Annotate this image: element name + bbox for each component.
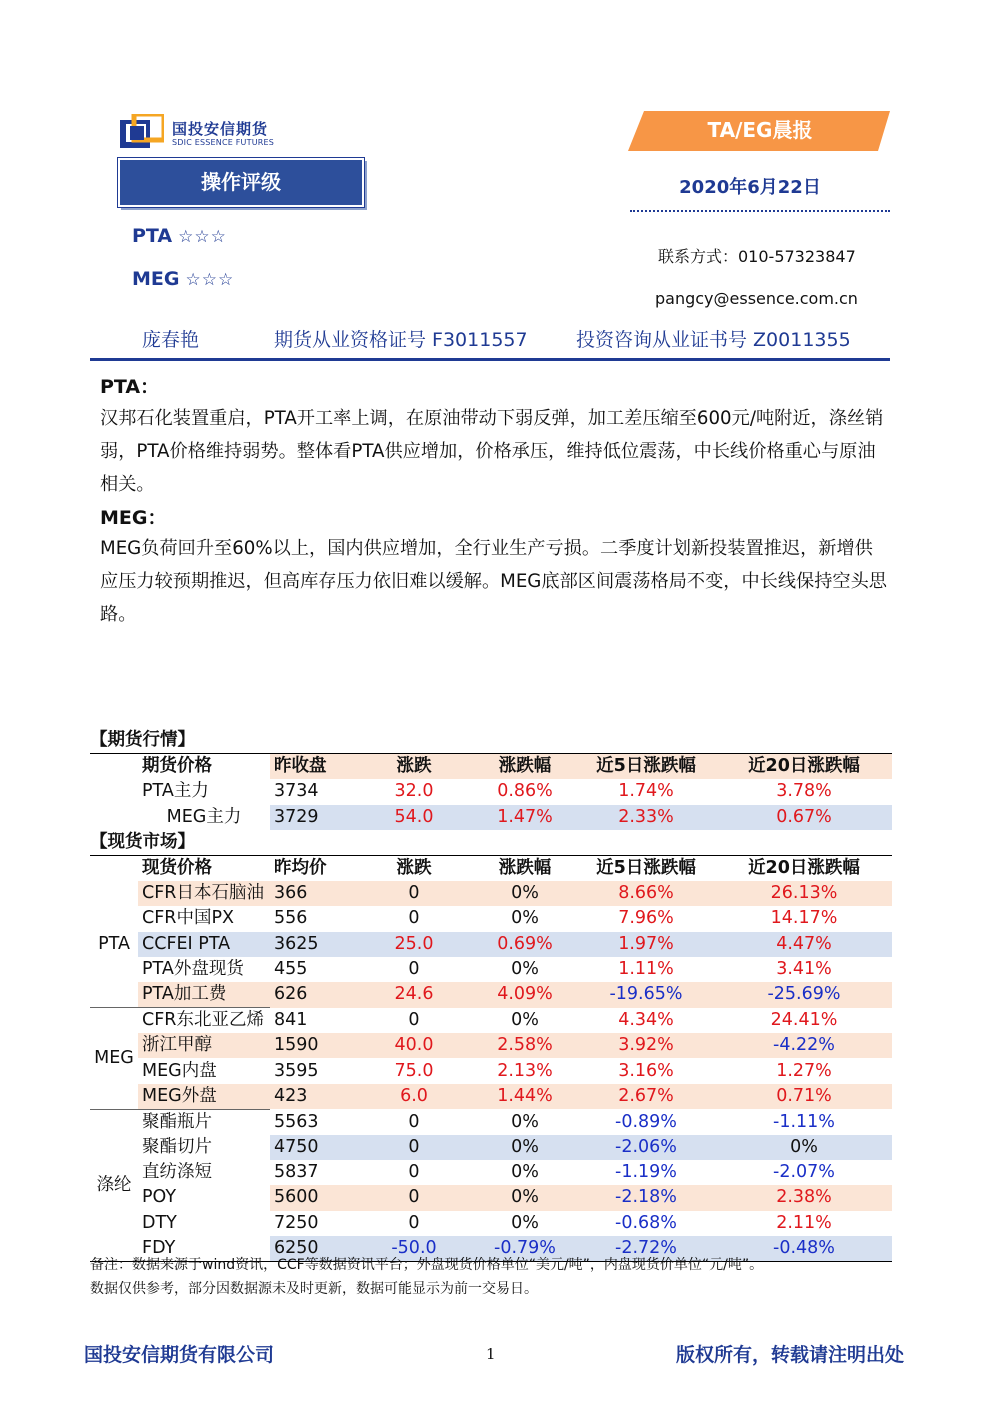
rating-product: PTA: [132, 225, 173, 247]
rating-product: MEG: [132, 268, 180, 290]
group-label-pta: PTA: [98, 933, 130, 954]
table-row: 浙江甲醇 1590 40.0 2.58% 3.92% -4.22%: [90, 1033, 892, 1058]
column-header: 近20日涨跌幅: [716, 754, 892, 780]
table-row: PTA加工费 626 24.6 4.09% -19.65% -25.69%: [90, 982, 892, 1008]
table-row: PTA CFR日本石脑油 366 0 0% 8.66% 26.13%: [90, 881, 892, 906]
spot-section-title: 【现货市场】: [90, 831, 195, 852]
column-header: 近5日涨跌幅: [576, 855, 716, 881]
table-row: 聚酯切片 4750 0 0% -2.06% 0%: [90, 1135, 892, 1160]
market-data-table: [90, 728, 892, 1262]
table-row: MEG内盘 3595 75.0 2.13% 3.16% 1.27%: [142, 1060, 832, 1081]
column-header: 昨均价: [270, 855, 354, 881]
futures-section-title: 【期货行情】: [90, 730, 195, 751]
meg-commentary: MEG负荷回升至60%以上，国内供应增加，全行业生产亏损。二季度计划新投装置推迟，新增供应压力较预期推迟，但高库存压力依旧难以缓解。MEG底部区间震荡格局不变，中长线保持空头思路。: [100, 538, 887, 625]
footer-company: 国投安信期货有限公司: [84, 1344, 275, 1366]
group-label-polyester: 涤纶: [90, 1109, 138, 1261]
contact-email: pangcy@essence.com.cn: [655, 289, 858, 308]
rating-title: 操作评级: [118, 158, 364, 207]
company-logo-icon: [120, 114, 164, 148]
column-header: 期货价格: [138, 754, 270, 780]
group-label-meg: MEG: [90, 1008, 138, 1110]
meg-heading: MEG：: [100, 507, 167, 529]
author-name: 庞春艳: [142, 329, 200, 351]
column-header: 涨跌: [354, 754, 474, 780]
footer-copyright: 版权所有，转载请注明出处: [676, 1344, 905, 1366]
contact-phone: 联系方式：010-57323847: [658, 247, 856, 266]
consulting-certificate: 投资咨询从业证书号 Z0011355: [576, 329, 851, 351]
rating-pta: [132, 225, 227, 247]
table-row: CCFEI PTA 3625 25.0 0.69% 1.97% 4.47%: [90, 932, 892, 957]
table-row: FDY 6250 -50.0 -0.79% -2.72% -0.48%: [90, 1236, 892, 1262]
star-rating-icon: ☆☆☆: [185, 270, 235, 290]
pta-commentary: 汉邦石化装置重启，PTA开工率上调，在原油带动下弱反弹，加工差压缩至600元/吨附近，涤丝销弱，PTA价格维持弱势。整体看PTA供应增加，价格承压，维持低位震荡，中长线价格重心与原油相关。: [100, 408, 884, 495]
column-header: 涨跌幅: [474, 855, 576, 881]
futures-header-row: [90, 754, 892, 780]
pta-heading: PTA：: [100, 376, 160, 398]
table-row: MEG外盘 423 6.0 1.44% 2.67% 0.71%: [90, 1084, 892, 1110]
table-note: 数据仅供参考，部分因数据源未及时更新，数据可能显示为前一交易日。: [90, 1281, 538, 1297]
page-number: 1: [486, 1345, 496, 1363]
column-header: 昨收盘: [270, 754, 354, 780]
table-row: MEG主力 3729 54.0 1.47% 2.33% 0.67%: [90, 805, 892, 830]
column-header: 现货价格: [138, 855, 270, 881]
table-row: PTA主力 3734 32.0 0.86% 1.74% 3.78%: [142, 781, 832, 802]
futures-certificate: 期货从业资格证号 F3011557: [274, 329, 528, 351]
header-divider: [90, 358, 890, 361]
table-row: DTY 7250 0 0% -0.68% 2.11%: [142, 1212, 832, 1233]
star-rating-icon: ☆☆☆: [178, 227, 227, 247]
table-row: CFR中国PX 556 0 0% 7.96% 14.17%: [142, 908, 838, 929]
rating-meg: [132, 268, 234, 290]
dotted-divider: [630, 210, 890, 212]
column-header: 涨跌幅: [474, 754, 576, 780]
logo-chinese-name: 国投安信期货: [172, 120, 269, 138]
report-date: 2020年6月22日: [679, 177, 821, 198]
report-title: TA/EG晨报: [707, 118, 813, 142]
spot-header-row: [90, 855, 892, 881]
column-header: 近20日涨跌幅: [716, 855, 892, 881]
table-note: 备注：数据来源于wind资讯，CCF等数据资讯平台；外盘现货价格单位“美元/吨”，内盘现货价单位“元/吨”。: [90, 1257, 764, 1273]
table-row: MEG CFR东北亚乙烯 841 0 0% 4.34% 24.41%: [90, 1008, 892, 1034]
table-row: 涤纶 聚酯瓶片 5563 0 0% -0.89% -1.11%: [90, 1109, 892, 1135]
table-row: PTA外盘现货 455 0 0% 1.11% 3.41%: [142, 958, 832, 979]
column-header: 涨跌: [354, 855, 474, 881]
logo-english-name: SDIC ESSENCE FUTURES: [172, 138, 275, 147]
column-header: 近5日涨跌幅: [576, 754, 716, 780]
table-row: 直纺涤短 5837 0 0% -1.19% -2.07%: [142, 1162, 835, 1183]
table-row: POY 5600 0 0% -2.18% 2.38%: [90, 1185, 892, 1210]
